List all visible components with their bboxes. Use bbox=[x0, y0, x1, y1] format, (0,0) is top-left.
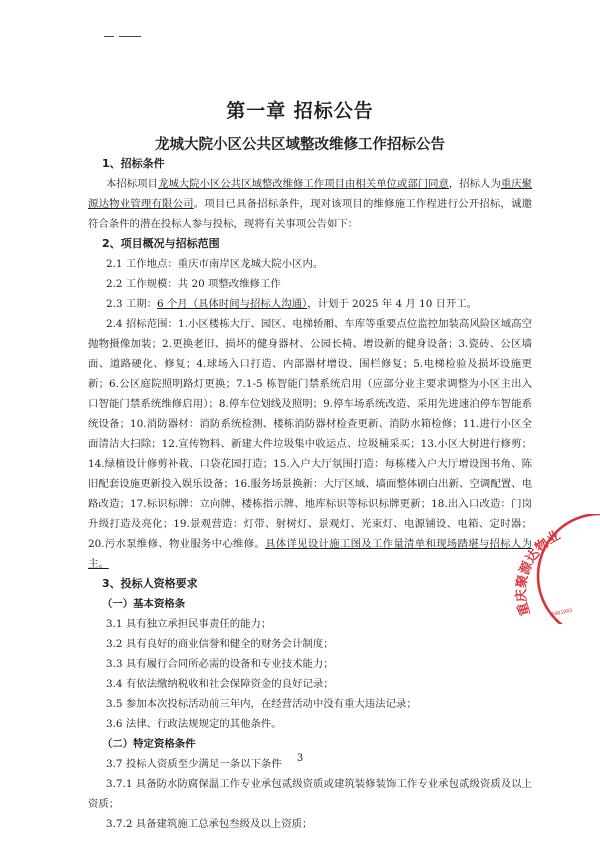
item-2-2: 2.2 工作规模：共 20 项整改维修工作 bbox=[106, 278, 281, 290]
item-2-3 bbox=[88, 294, 532, 314]
basic-item: 3.1 具有独立承担民事责任的能力； bbox=[106, 618, 272, 630]
section-1-paragraph bbox=[88, 174, 532, 234]
item-2-4-scope bbox=[88, 314, 532, 574]
work-period-underlined: 6 个月（具体时间与招标人沟通） bbox=[157, 298, 308, 310]
notice-title: 龙城大院小区公共区域整改维修工作招标公告 bbox=[155, 137, 445, 153]
basic-item: 3.3 具有履行合同所必需的设备和专业技术能力； bbox=[106, 658, 334, 670]
item-3-7: 3.7 投标人资质至少满足一条以下条件 bbox=[106, 758, 282, 770]
scope-text: 2.4 招标范围：1.小区楼栋大厅、园区、电梯轿厢、车库等重要点位监控加装高风险区域高空抛物摄像加装；2.更换老旧、损坏的健身器材、公园长椅、增设新的健身设备；3.瓷砖、公区墙面、道路硬化、修复；4.球场入口打造、内部器材增设、围栏修复；5.电梯检验及损坏设施更新；6.公区庭院照明路灯更换；7.1-5 栋智能门禁系统启用（应部分业主要求调整为小区主出入口智能门禁系统维修启用）；8.停车位划线及照明；9.停车场系统改造、采用先进速泊停车智能系统设备；10.消防器材：消防系统检测、楼栋消防器材检查更新、消防水箱检修；11.进行小区全面清洁大扫除；12.宣传物料、新建大件垃圾集中收运点、垃圾桶采买；13.小区大树进行修剪；14.绿植设计修剪补栽、口袋花园打造；15.入户大厅氛围打造：每栋楼入户大厅增设图书角、陈旧配套设施更新投入娱乐设备；16.服务场景换新：大厅区域、墙面整体刷白出新、空调配置、电路改造；17.标识标牌：立向牌、楼栋指示牌、地库标识等标识标牌更新；18.出入口改造：门岗升级打造及亮化；19.景观营造：灯带、射树灯、景观灯、光束灯、电源铺设、电箱、定时器；20.污水泵维修、物业服务中心维修。 bbox=[88, 318, 532, 550]
section-2-heading: 2、项目概况与招标范围 bbox=[102, 237, 220, 250]
text-run: 本招标项目 bbox=[106, 178, 158, 190]
seal-name-path: 重庆聚源达物业 bbox=[514, 528, 564, 618]
section-3-heading: 3、投标人资格要求 bbox=[102, 577, 198, 590]
basic-item: 3.2 具有良好的商业信誉和健全的财务会计制度； bbox=[106, 638, 334, 650]
basic-item: 3.6 法律、行政法规规定的其他条件。 bbox=[106, 718, 282, 730]
basic-item: 3.4 有依法缴纳税收和社会保障资金的良好记录； bbox=[106, 678, 334, 690]
scope-note-underlined: 具体详见设计施工图及工作量清单和现场踏堪与招标人为主。 bbox=[88, 538, 532, 570]
seal-serial: 5001083 bbox=[551, 607, 574, 618]
basic-item: 3.5 参加本次投标活动前三年内，在经营活动中没有重大违法记录； bbox=[106, 698, 417, 710]
text-run: ，计划于 2025 年 4 月 10 日开工。 bbox=[307, 298, 478, 310]
item-2-1: 2.1 工作地点：重庆市南岸区龙城大院小区内。 bbox=[106, 258, 324, 270]
text-run: 。项目已具备招标条件，现对该项目的维修施工作程进行公开招标，诚邀符合条件的潜在投标人参与投标，现将有关事项公告如下： bbox=[88, 198, 533, 230]
chapter-title: 第一章 招标公告 bbox=[226, 100, 374, 122]
text-run: ，招标人为 bbox=[448, 178, 501, 190]
section-1-heading: 1、招标条件 bbox=[102, 157, 165, 170]
special-qualification-heading: （二）特定资格条件 bbox=[102, 738, 196, 750]
scan-mark bbox=[119, 36, 141, 37]
item-3-7-2: 3.7.2 具备建筑施工总承包叁级及以上资质； bbox=[106, 818, 313, 830]
document-body bbox=[88, 154, 532, 834]
tenderer-name-underlined: 重庆聚源达物业管理有限公司 bbox=[88, 178, 533, 210]
scan-mark bbox=[104, 36, 114, 37]
item-3-7-1: 3.7.1 具备防水防腐保温工作专业承包贰级资质或建筑装修装饰工作专业承包贰级资质及以上资质； bbox=[88, 778, 532, 810]
project-name-underlined: 龙城大院小区公共区域整改维修工作项目由相关单位或部门同意 bbox=[157, 178, 449, 190]
basic-qualification-heading: （一）基本资格条 bbox=[102, 598, 186, 610]
text-run: 2.3 工期： bbox=[106, 298, 157, 310]
company-seal bbox=[500, 514, 600, 624]
page-number: 3 bbox=[296, 753, 304, 764]
